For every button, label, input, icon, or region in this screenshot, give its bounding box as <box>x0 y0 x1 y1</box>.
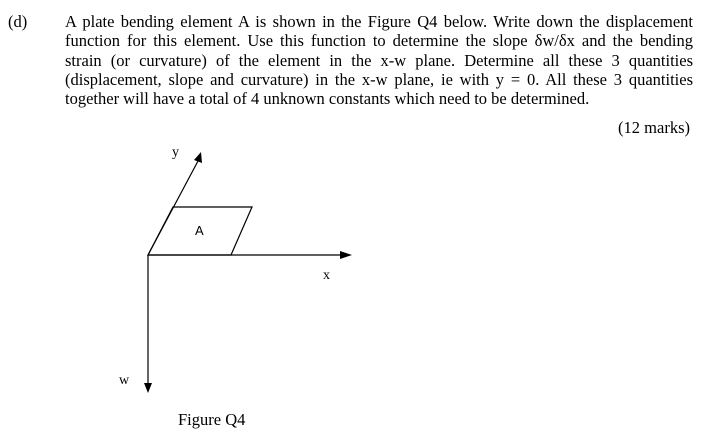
plate-element-label: A <box>195 223 204 238</box>
w-axis-label: w <box>119 373 130 388</box>
w-axis-arrowhead <box>144 383 152 393</box>
x-axis-label: x <box>323 268 330 283</box>
y-axis-label: y <box>172 145 179 160</box>
question-text: A plate bending element A is shown in the Figure Q4 below. Write down the displacement function for this element. Use this function to determine the slope δw/δx and the bending strain (or curvature) of the element in the x-w plane. Determine all these 3 quantities (displacement, slope and curvature) in the x-w plane, ie with y = 0. All these 3 quantities together will have a total of 4 unknown constants which need to be determined. <box>65 12 693 109</box>
figure-caption: Figure Q4 <box>178 410 246 429</box>
x-axis-arrowhead <box>340 251 352 259</box>
question-label: (d) <box>8 12 28 31</box>
y-axis-arrowhead <box>194 152 202 163</box>
marks-label: (12 marks) <box>618 118 690 137</box>
